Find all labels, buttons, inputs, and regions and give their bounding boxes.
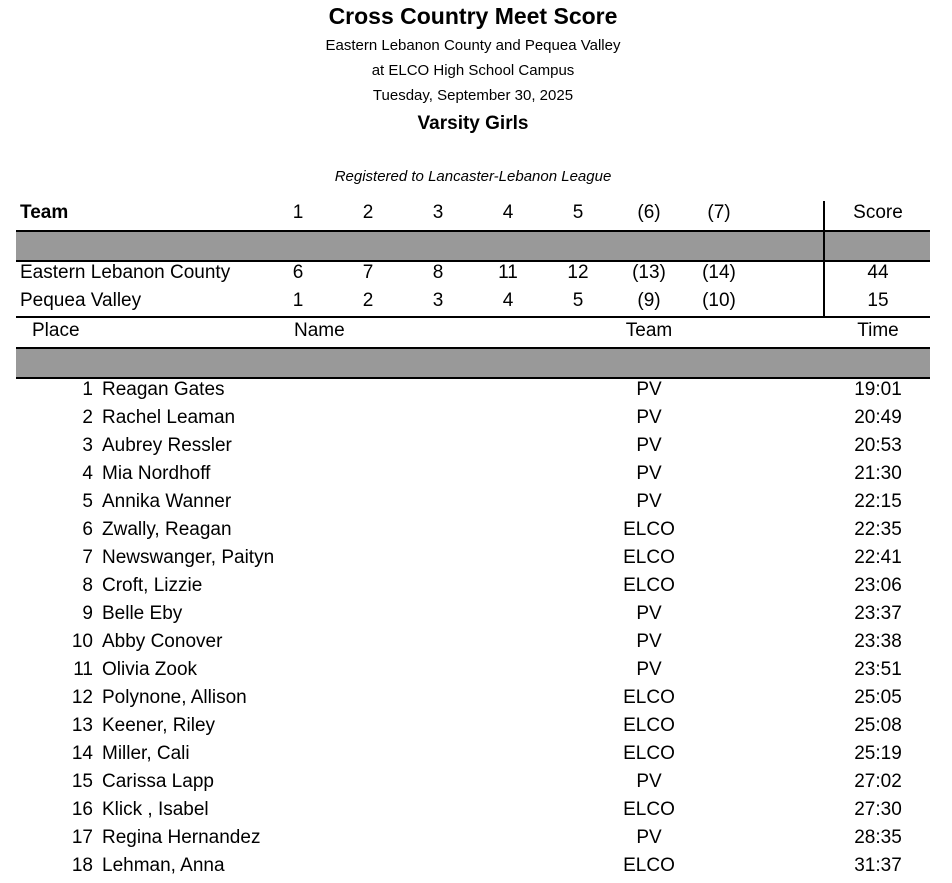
runner-team: PV [636, 407, 662, 428]
result-place: 12 [71, 687, 93, 708]
result-row [16, 432, 930, 460]
results-header [16, 317, 930, 345]
place-column-header: Place [32, 320, 80, 341]
score-column-header: Score [853, 202, 903, 223]
result-row [16, 824, 930, 852]
result-place: 2 [82, 407, 93, 428]
team-score: 44 [867, 262, 889, 283]
result-row [16, 404, 930, 432]
runner-name: Polynone, Allison [102, 687, 247, 708]
team-place: 6 [292, 262, 304, 283]
result-place: 16 [71, 799, 93, 820]
runner-team: ELCO [623, 855, 675, 876]
result-row [16, 852, 930, 880]
header-divider-band [16, 230, 930, 262]
runner-name: Klick , Isabel [102, 799, 209, 820]
runner-2-header: 2 [362, 202, 374, 223]
result-row [16, 740, 930, 768]
result-row [16, 488, 930, 516]
team-place: (9) [637, 290, 661, 311]
runner-name: Olivia Zook [102, 659, 198, 680]
finish-time: 22:35 [854, 519, 902, 540]
runner-team: PV [636, 771, 662, 792]
meet-date: Tuesday, September 30, 2025 [372, 87, 574, 104]
team-place: (10) [702, 290, 736, 311]
result-place: 10 [71, 631, 93, 652]
runner-name: Rachel Leaman [102, 407, 236, 428]
finish-time: 23:37 [854, 603, 902, 624]
runner-name: Reagan Gates [102, 379, 225, 400]
runner-team: PV [636, 603, 662, 624]
runner-name: Annika Wanner [102, 491, 232, 512]
result-row [16, 376, 930, 404]
team-place: 1 [292, 290, 304, 311]
finish-time: 25:08 [854, 715, 902, 736]
result-row [16, 768, 930, 796]
team-place: (14) [702, 262, 736, 283]
finish-time: 25:19 [854, 743, 902, 764]
result-row [16, 544, 930, 572]
finish-time: 28:35 [854, 827, 902, 848]
finish-time: 20:49 [854, 407, 902, 428]
result-row [16, 600, 930, 628]
result-place: 14 [71, 743, 93, 764]
result-place: 13 [71, 715, 93, 736]
runner-team: ELCO [623, 575, 675, 596]
finish-time: 27:30 [854, 799, 902, 820]
runner-team: PV [636, 491, 662, 512]
finish-time: 19:01 [854, 379, 902, 400]
result-row [16, 684, 930, 712]
runner-name: Zwally, Reagan [102, 519, 232, 540]
team-score: 15 [867, 290, 889, 311]
runner-team: PV [636, 435, 662, 456]
runner-name: Regina Hernandez [102, 827, 261, 848]
runner-team: PV [636, 827, 662, 848]
team-place: 12 [567, 262, 589, 283]
result-row [16, 712, 930, 740]
page-title: Cross Country Meet Score [328, 3, 618, 29]
runner-6-header: (6) [637, 202, 661, 223]
finish-time: 31:37 [854, 855, 902, 876]
result-row [16, 628, 930, 656]
runner-team: ELCO [623, 687, 675, 708]
team-row [16, 259, 930, 287]
result-row [16, 516, 930, 544]
runner-team: PV [636, 379, 662, 400]
results-list [16, 376, 930, 880]
finish-time: 27:02 [854, 771, 902, 792]
finish-time: 23:38 [854, 631, 902, 652]
runner-4-header: 4 [502, 202, 514, 223]
team-table-header [16, 199, 930, 227]
runner-name: Miller, Cali [102, 743, 190, 764]
team-place: 4 [502, 290, 514, 311]
runner-name: Mia Nordhoff [102, 463, 211, 484]
runner-team: PV [636, 463, 662, 484]
finish-time: 23:51 [854, 659, 902, 680]
results-divider-band [16, 347, 930, 379]
runner-name: Newswanger, Paityn [102, 547, 275, 568]
team-name: Pequea Valley [20, 290, 142, 311]
team-column-header: Team [20, 202, 69, 223]
result-place: 6 [82, 519, 93, 540]
finish-time: 22:15 [854, 491, 902, 512]
runner-name: Carissa Lapp [102, 771, 214, 792]
team-place: 8 [432, 262, 444, 283]
result-row [16, 656, 930, 684]
result-place: 7 [82, 547, 93, 568]
runner-7-header: (7) [707, 202, 731, 223]
result-place: 17 [71, 827, 93, 848]
team-place: 7 [362, 262, 374, 283]
meet-teams: Eastern Lebanon County and Pequea Valley [325, 37, 621, 54]
result-place: 1 [82, 379, 93, 400]
team-column-header: Team [625, 320, 673, 341]
runner-team: PV [636, 659, 662, 680]
result-place: 3 [82, 435, 93, 456]
team-place: 11 [498, 262, 518, 283]
result-row [16, 460, 930, 488]
result-place: 4 [82, 463, 93, 484]
runner-name: Keener, Riley [102, 715, 216, 736]
league-note: Registered to Lancaster-Lebanon League [334, 168, 612, 185]
runner-name: Abby Conover [102, 631, 223, 652]
team-name: Eastern Lebanon County [20, 262, 231, 283]
runner-5-header: 5 [572, 202, 584, 223]
runner-team: ELCO [623, 547, 675, 568]
runner-team: ELCO [623, 519, 675, 540]
runner-3-header: 3 [432, 202, 444, 223]
finish-time: 20:53 [854, 435, 902, 456]
result-place: 5 [82, 491, 93, 512]
runner-name: Croft, Lizzie [102, 575, 203, 596]
team-row [16, 287, 930, 315]
runner-team: ELCO [623, 799, 675, 820]
team-place: 2 [362, 290, 374, 311]
team-place: 3 [432, 290, 444, 311]
runner-1-header: 1 [292, 202, 304, 223]
runner-team: ELCO [623, 715, 675, 736]
name-column-header: Name [294, 320, 345, 341]
result-place: 8 [82, 575, 93, 596]
finish-time: 23:06 [854, 575, 902, 596]
result-row [16, 572, 930, 600]
result-place: 9 [82, 603, 93, 624]
meet-location: at ELCO High School Campus [371, 62, 575, 79]
runner-name: Aubrey Ressler [102, 435, 232, 456]
runner-name: Lehman, Anna [102, 855, 225, 876]
runner-team: PV [636, 631, 662, 652]
finish-time: 22:41 [854, 547, 902, 568]
team-place: 5 [572, 290, 584, 311]
result-place: 15 [71, 771, 93, 792]
team-place: (13) [632, 262, 666, 283]
result-place: 11 [73, 659, 93, 680]
race-title: Varsity Girls [417, 113, 529, 134]
time-column-header: Time [857, 320, 899, 341]
result-row [16, 796, 930, 824]
result-place: 18 [71, 855, 93, 876]
score-column-divider [823, 201, 825, 316]
runner-name: Belle Eby [102, 603, 183, 624]
finish-time: 25:05 [854, 687, 902, 708]
finish-time: 21:30 [854, 463, 902, 484]
runner-team: ELCO [623, 743, 675, 764]
